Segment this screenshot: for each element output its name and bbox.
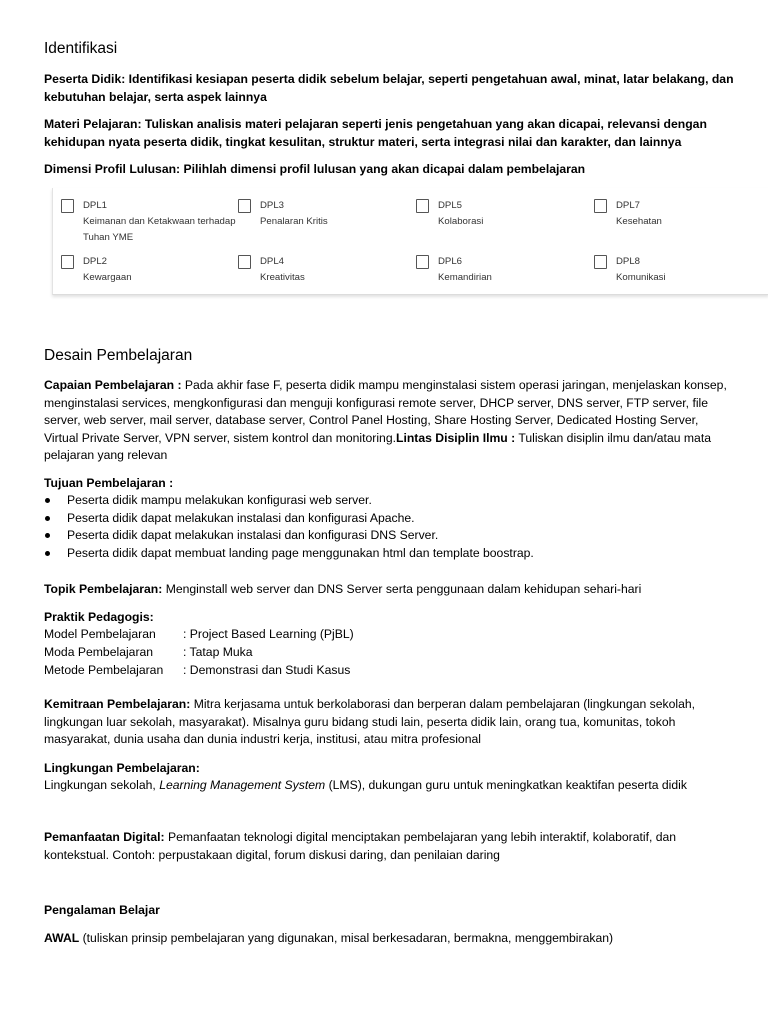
list-item: Peserta didik dapat melakukan instalasi dan konfigurasi DNS Server. (44, 527, 534, 545)
checkbox[interactable] (594, 199, 607, 213)
tujuan-list (44, 492, 534, 562)
list-item: Peserta didik mampu melakukan konfigurasi web server. (44, 492, 534, 510)
capaian-label: Capaian Pembelajaran : (44, 378, 182, 392)
dpl-option-1[interactable]: DPL1 Keimanan dan Ketakwaan terhadap Tuhan YME (83, 198, 236, 246)
bullet-icon (45, 516, 50, 521)
dpl-option-8[interactable]: DPL8 Komunikasi (616, 254, 666, 286)
section-title-desain: Desain Pembelajaran (44, 347, 193, 364)
topik-text: Menginstall web server dan DNS Server serta penggunaan dalam kehidupan sehari-hari (162, 582, 642, 596)
pengalaman-title: Pengalaman Belajar (44, 903, 160, 917)
lingkungan-label: Lingkungan Pembelajaran: (44, 761, 200, 775)
lintas-label: Lintas Disiplin Ilmu : (396, 430, 516, 445)
dpl-option-3[interactable]: DPL3 Penalaran Kritis (260, 198, 328, 230)
digital-label: Pemanfaatan Digital: (44, 830, 165, 844)
checkbox[interactable] (238, 255, 251, 269)
checkbox[interactable] (416, 199, 429, 213)
awal-paragraph (44, 930, 734, 948)
dpl-checkbox-panel (52, 188, 768, 295)
topik-paragraph (44, 581, 734, 599)
checkbox[interactable] (61, 199, 74, 213)
kemitraan-text: Mitra kerjasama untuk berkolaborasi dan berperan dalam pembelajaran (lingkungan sekolah, lingkungan luar sekolah, masyarakat). Misalnya guru bidang studi lain, peserta didik lain, orang tua, komunitas, tokoh masyarakat, dunia usaha dan dunia industri kerja, institusi, atau mitra profesional (44, 697, 696, 746)
dpl-option-5[interactable]: DPL5 Kolaborasi (438, 198, 483, 230)
checkbox[interactable] (594, 255, 607, 269)
materi-pelajaran-paragraph: Materi Pelajaran: Tuliskan analisis materi pelajaran seperti jenis pengetahuan yang akan dicapai, relevansi dengan kehidupan nyata peserta didik, tingkat kesulitan, struktur materi, serta integrasi nilai dan karakter, dan lainnya (44, 117, 707, 149)
bullet-icon (45, 498, 50, 503)
dpl-option-7[interactable]: DPL7 Kesehatan (616, 198, 662, 230)
dpl-option-6[interactable]: DPL6 Kemandirian (438, 254, 492, 286)
digital-text: Pemanfaatan teknologi digital menciptakan pembelajaran yang lebih interaktif, kolaboratif, dan kontekstual. Contoh: perpustakaan digital, forum diskusi daring, dan penilaian daring (44, 830, 677, 862)
praktik-label: Praktik Pedagogis: (44, 610, 154, 624)
list-item: Peserta didik dapat melakukan instalasi dan konfigurasi Apache. (44, 510, 534, 528)
bullet-icon (45, 551, 50, 556)
section-title-identifikasi: Identifikasi (44, 40, 118, 57)
peserta-didik-paragraph: Peserta Didik: Identifikasi kesiapan peserta didik sebelum belajar, seperti pengetahuan awal, minat, latar belakang, dan kebutuhan belajar, serta aspek lainnya (44, 72, 734, 104)
kemitraan-paragraph (44, 696, 734, 749)
praktik-row: Metode Pembelajaran : Demonstrasi dan Studi Kasus (44, 663, 351, 677)
list-item: Peserta didik dapat membuat landing page menggunakan html dan template boostrap. (44, 545, 534, 563)
dimensi-profil-paragraph: Dimensi Profil Lulusan: Pilihlah dimensi profil lulusan yang akan dicapai dalam pembelajaran (44, 162, 586, 176)
topik-label: Topik Pembelajaran: (44, 582, 163, 596)
capaian-text: Pada akhir fase F, peserta didik mampu menginstalasi sistem operasi jaringan, menjelaskan konsep, menginstalasi services, mengkonfigurasi dan menguji konfigurasi remote server, DHCP server, DNS server, FTP server, file server, web server, mail server, database server, Control Panel Hosting, Share Hosting Server, Dedicated Hosting Server, Virtual Private Server, VPN server, sistem kontrol dan monitoring. (44, 378, 727, 445)
checkbox[interactable] (238, 199, 251, 213)
dpl-option-4[interactable]: DPL4 Kreativitas (260, 254, 305, 286)
lingkungan-paragraph: Lingkungan sekolah, Learning Management System (LMS), dukungan guru untuk meningkatkan keaktifan peserta didik (44, 778, 687, 792)
digital-paragraph (44, 829, 734, 864)
checkbox[interactable] (416, 255, 429, 269)
awal-label: AWAL (44, 931, 80, 945)
bullet-icon (45, 533, 50, 538)
dpl-option-2[interactable]: DPL2 Kewargaan (83, 254, 132, 286)
kemitraan-label: Kemitraan Pembelajaran: (44, 697, 191, 711)
lintas-text: Tuliskan disiplin ilmu dan/atau mata pelajaran yang relevan (44, 430, 711, 462)
praktik-row: Moda Pembelajaran : Tatap Muka (44, 645, 253, 659)
praktik-row: Model Pembelajaran : Project Based Learning (PjBL) (44, 627, 354, 641)
checkbox[interactable] (61, 255, 74, 269)
capaian-paragraph (44, 377, 734, 465)
awal-text: (tuliskan prinsip pembelajaran yang digunakan, misal berkesadaran, bermakna, menggembirakan) (79, 931, 614, 945)
tujuan-label: Tujuan Pembelajaran : (44, 476, 174, 490)
